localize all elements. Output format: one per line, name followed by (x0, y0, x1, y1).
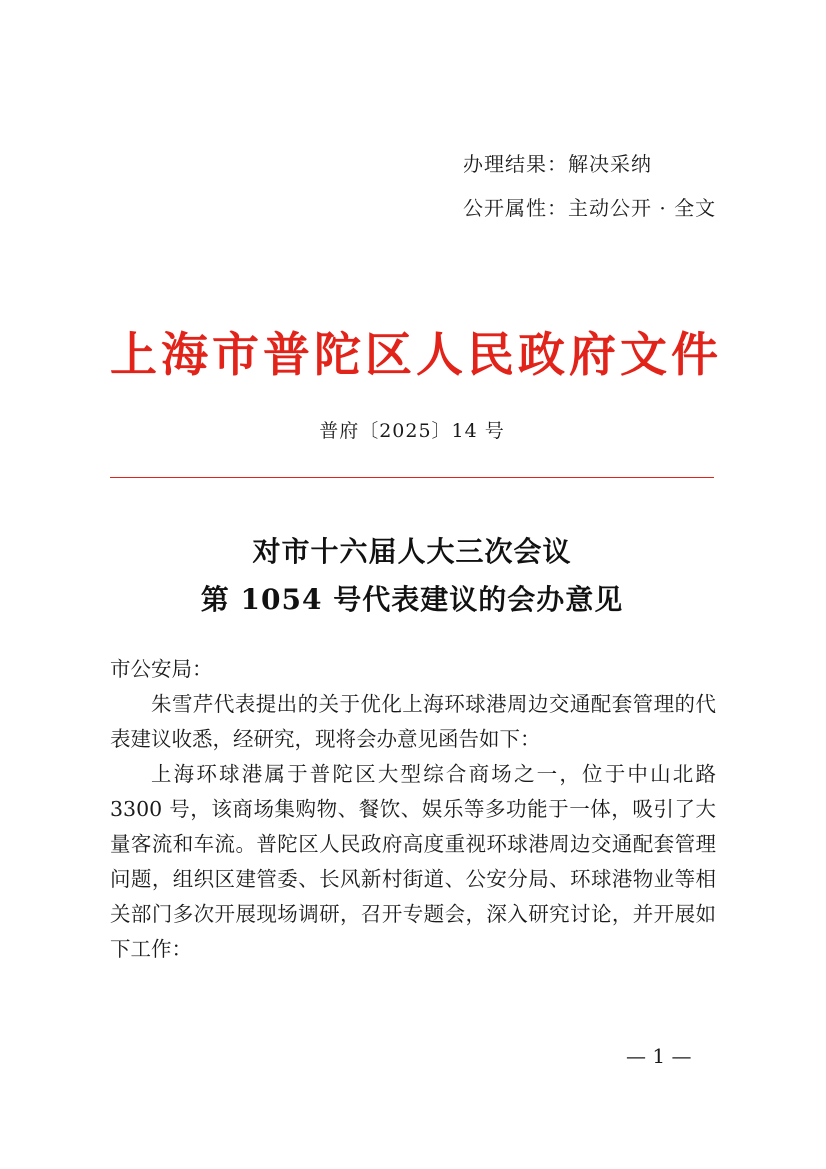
document-heading-line-1: 对市十六届人大三次会议 (252, 535, 572, 568)
handling-result-line: 办理结果：解决采纳 (463, 152, 652, 176)
issuer-title: 上海市普陀区人民政府文件 (110, 328, 722, 383)
disclosure-attribute-line: 公开属性：主动公开 · 全文 (463, 196, 717, 220)
page-number: — 1 — (626, 1044, 692, 1068)
body-paragraph: 朱雪芹代表提出的关于优化上海环球港周边交通配套管理的代表建议收悉，经研究，现将会办意见函告如下： (110, 692, 716, 751)
body-paragraph: 上海环球港属于普陀区大型综合商场之一，位于中山北路 3300 号，该商场集购物、餐饮、娱乐等多功能于一体，吸引了大量客流和车流。普陀区人民政府高度重视环球港周边交通配套管理问题，组织区建管委、长风新村街道、公安分局、环球港物业等相关部门多次开展现场调研，召开专题会，深入研究讨论，并开展如下工作： (110, 762, 716, 961)
document-body (110, 652, 716, 967)
document-heading-line-2: 第 1054 号代表建议的会办意见 (200, 583, 624, 616)
red-separator-line (110, 477, 714, 478)
document-number: 普府〔2025〕14 号 (319, 420, 505, 442)
addressee: 市公安局： (110, 657, 213, 681)
